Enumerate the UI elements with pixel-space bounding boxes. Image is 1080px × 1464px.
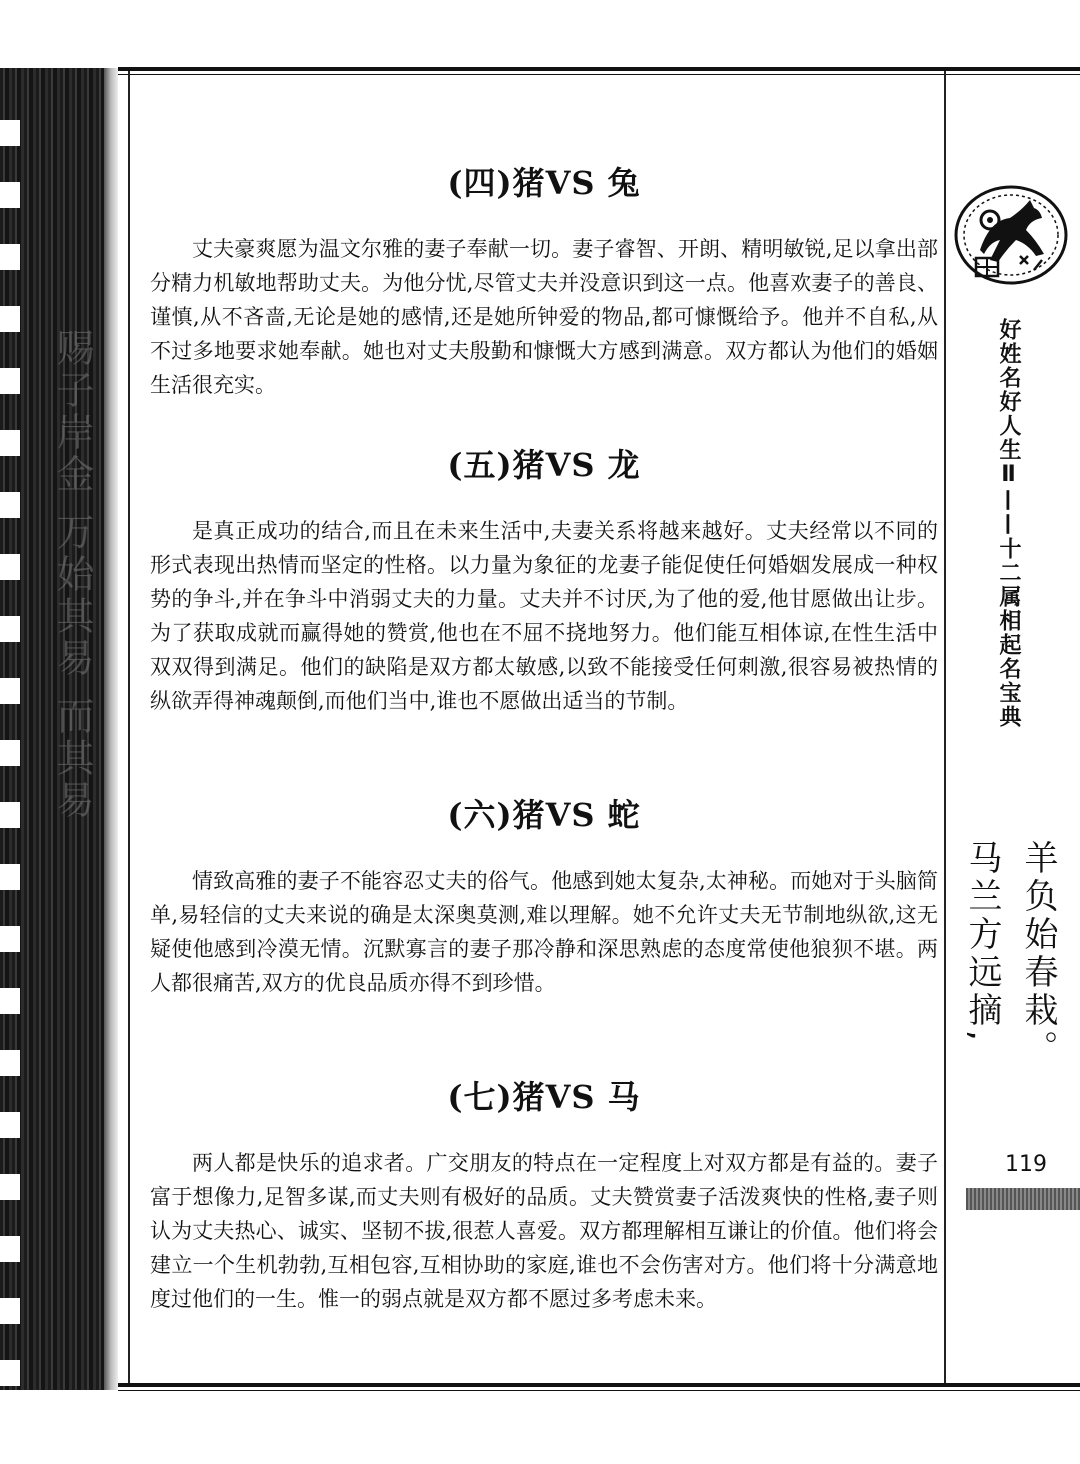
section-pig-rabbit <box>150 158 938 402</box>
film-hole <box>0 988 20 1014</box>
film-hole <box>0 120 20 146</box>
page-number-bar <box>966 1188 1080 1210</box>
film-hole <box>0 740 20 766</box>
bottom-rule-thin <box>118 1390 1080 1391</box>
section-pig-snake <box>150 790 938 1000</box>
film-hole <box>0 430 20 456</box>
poem-line-2: 马兰方远摘, <box>962 840 1002 1045</box>
section-paragraph: 是真正成功的结合,而且在未来生活中,夫妻关系将越来越好。丈夫经常以不同的形式表现出热情而坚定的性格。以力量为象征的龙妻子能促使任何婚姻发展成一种权势的争斗,并在争斗中消弱丈夫的力量。丈夫并不讨厌,为了他的爱,他甘愿做出让步。为了获取成就而赢得她的赞赏,他也在不屈不挠地努力。他们能互相体谅,在性生活中双双得到满足。他们的缺陷是双方都太敏感,以致不能接受任何刺激,很容易被热情的纵欲弄得神魂颠倒,而他们当中,谁也不愿做出适当的节制。 <box>150 519 938 713</box>
left-border-line <box>128 71 130 1383</box>
bottom-rule <box>118 1383 1080 1387</box>
section-paragraph: 丈夫豪爽愿为温文尔雅的妻子奉献一切。妻子睿智、开朗、精明敏锐,足以拿出部分精力机敏地帮助丈夫。为他分忧,尽管丈夫并没意识到这一点。他喜欢妻子的善良、谨慎,从不吝啬,无论是她的感情,还是她所钟爱的物品,都可慷慨给予。他并不自私,从不过多地要求她奉献。她也对丈夫殷勤和慷慨大方感到满意。双方都认为他们的婚姻生活很充实。 <box>150 237 938 397</box>
film-hole <box>0 1050 20 1076</box>
film-hole <box>0 926 20 952</box>
film-hole <box>0 1112 20 1138</box>
top-rule <box>118 67 1080 71</box>
film-strip-text: 赐子岸金 万始其易 而其易 <box>50 328 94 823</box>
section-heading: (五)猪VS 龙 <box>447 446 641 484</box>
film-hole <box>0 1360 20 1386</box>
film-strip-decoration <box>0 68 118 1390</box>
film-hole <box>0 306 20 332</box>
section-heading: (四)猪VS 兔 <box>447 164 641 202</box>
book-title: 好姓名好人生Ⅱ——十二属相起名宝典 <box>996 318 1021 729</box>
film-hole <box>0 616 20 642</box>
section-pig-dragon <box>150 440 938 718</box>
zodiac-horse-seal-icon <box>950 180 1072 290</box>
film-hole <box>0 1236 20 1262</box>
film-hole <box>0 678 20 704</box>
film-hole <box>0 182 20 208</box>
film-hole <box>0 368 20 394</box>
section-paragraph: 两人都是快乐的追求者。广交朋友的特点在一定程度上对双方都是有益的。妻子富于想像力,足智多谋,而丈夫则有极好的品质。丈夫赞赏妻子活泼爽快的性格,妻子则认为丈夫热心、诚实、坚韧不拔,很惹人喜爱。双方都理解相互谦让的价值。他们将会建立一个生机勃勃,互相包容,互相协助的家庭,谁也不会伤害对方。他们将十分满意地度过他们的一生。惟一的弱点就是双方都不愿过多考虑未来。 <box>150 1151 938 1311</box>
poem-line-1: 羊负始春栽。 <box>1018 840 1058 1068</box>
section-pig-horse <box>150 1072 938 1316</box>
film-hole <box>0 492 20 518</box>
right-border-line <box>944 71 946 1383</box>
film-hole <box>0 802 20 828</box>
page-number: 119 <box>1005 1152 1047 1177</box>
section-paragraph: 情致高雅的妻子不能容忍丈夫的俗气。他感到她太复杂,太神秘。而她对于头脑简单,易轻信的丈夫来说的确是太深奥莫测,难以理解。她不允许丈夫无节制地纵欲,这无疑使他感到冷漠无情。沉默寡言的妻子那冷静和深思熟虑的态度常使他狼狈不堪。两人都很痛苦,双方的优良品质亦得不到珍惜。 <box>150 869 938 995</box>
film-hole <box>0 554 20 580</box>
top-rule-thin <box>118 74 1080 75</box>
film-hole <box>0 1298 20 1324</box>
section-heading: (六)猪VS 蛇 <box>447 796 641 834</box>
film-hole <box>0 1174 20 1200</box>
section-heading: (七)猪VS 马 <box>447 1078 641 1116</box>
film-hole <box>0 864 20 890</box>
film-hole <box>0 244 20 270</box>
